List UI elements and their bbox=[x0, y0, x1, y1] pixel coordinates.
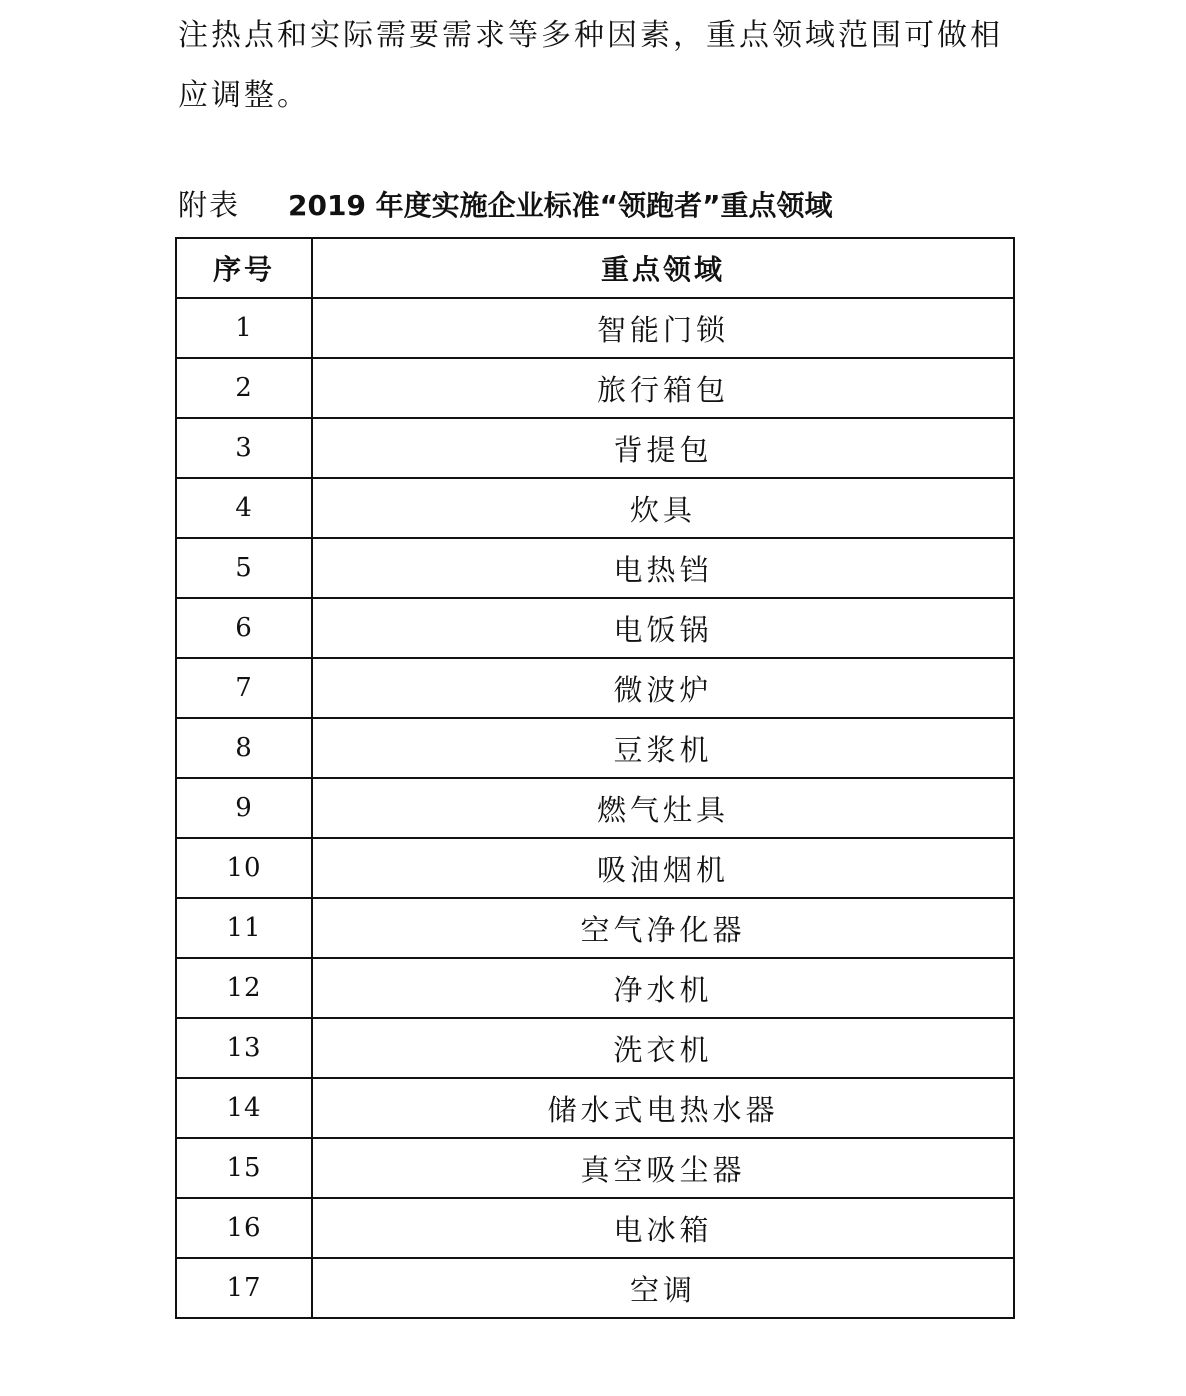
table-header-row bbox=[176, 238, 1014, 298]
row-serial-number: 6 bbox=[176, 598, 312, 658]
row-serial-number: 15 bbox=[176, 1138, 312, 1198]
row-serial-number: 7 bbox=[176, 658, 312, 718]
table-row bbox=[176, 598, 1014, 658]
table-row bbox=[176, 1198, 1014, 1258]
row-domain-name: 净水机 bbox=[312, 958, 1014, 1018]
table-row bbox=[176, 718, 1014, 778]
table-row bbox=[176, 958, 1014, 1018]
row-domain-name: 吸油烟机 bbox=[312, 838, 1014, 898]
row-domain-name: 电热铛 bbox=[312, 538, 1014, 598]
key-domains-table bbox=[175, 237, 1015, 1319]
table-row bbox=[176, 358, 1014, 418]
table-row bbox=[176, 838, 1014, 898]
header-serial-number: 序号 bbox=[176, 238, 312, 298]
row-serial-number: 3 bbox=[176, 418, 312, 478]
row-serial-number: 4 bbox=[176, 478, 312, 538]
caption-prefix: 附表 bbox=[178, 188, 241, 222]
caption-title: 2019 年度实施企业标准“领跑者”重点领域 bbox=[288, 189, 833, 222]
row-domain-name: 空调 bbox=[312, 1258, 1014, 1318]
table-row bbox=[176, 898, 1014, 958]
row-domain-name: 空气净化器 bbox=[312, 898, 1014, 958]
table-row bbox=[176, 1078, 1014, 1138]
table-row bbox=[176, 298, 1014, 358]
header-key-domain: 重点领域 bbox=[312, 238, 1014, 298]
row-domain-name: 储水式电热水器 bbox=[312, 1078, 1014, 1138]
row-domain-name: 电饭锅 bbox=[312, 598, 1014, 658]
row-serial-number: 12 bbox=[176, 958, 312, 1018]
row-domain-name: 电冰箱 bbox=[312, 1198, 1014, 1258]
row-serial-number: 2 bbox=[176, 358, 312, 418]
row-serial-number: 8 bbox=[176, 718, 312, 778]
table-caption bbox=[178, 180, 832, 230]
row-domain-name: 真空吸尘器 bbox=[312, 1138, 1014, 1198]
table-row bbox=[176, 1018, 1014, 1078]
row-domain-name: 燃气灶具 bbox=[312, 778, 1014, 838]
table-body bbox=[176, 298, 1014, 1318]
row-serial-number: 5 bbox=[176, 538, 312, 598]
row-domain-name: 豆浆机 bbox=[312, 718, 1014, 778]
row-serial-number: 14 bbox=[176, 1078, 312, 1138]
table-row bbox=[176, 418, 1014, 478]
row-serial-number: 1 bbox=[176, 298, 312, 358]
row-domain-name: 智能门锁 bbox=[312, 298, 1014, 358]
row-domain-name: 微波炉 bbox=[312, 658, 1014, 718]
table-row bbox=[176, 478, 1014, 538]
table-row bbox=[176, 538, 1014, 598]
row-serial-number: 16 bbox=[176, 1198, 312, 1258]
row-domain-name: 背提包 bbox=[312, 418, 1014, 478]
row-serial-number: 11 bbox=[176, 898, 312, 958]
row-domain-name: 旅行箱包 bbox=[312, 358, 1014, 418]
table-row bbox=[176, 778, 1014, 838]
row-domain-name: 洗衣机 bbox=[312, 1018, 1014, 1078]
table-row bbox=[176, 1138, 1014, 1198]
row-serial-number: 13 bbox=[176, 1018, 312, 1078]
row-serial-number: 17 bbox=[176, 1258, 312, 1318]
intro-paragraph: 注热点和实际需要需求等多种因素，重点领域范围可做相应调整。 bbox=[178, 18, 1003, 113]
row-domain-name: 炊具 bbox=[312, 478, 1014, 538]
table-row bbox=[176, 1258, 1014, 1318]
row-serial-number: 9 bbox=[176, 778, 312, 838]
table-row bbox=[176, 658, 1014, 718]
row-serial-number: 10 bbox=[176, 838, 312, 898]
